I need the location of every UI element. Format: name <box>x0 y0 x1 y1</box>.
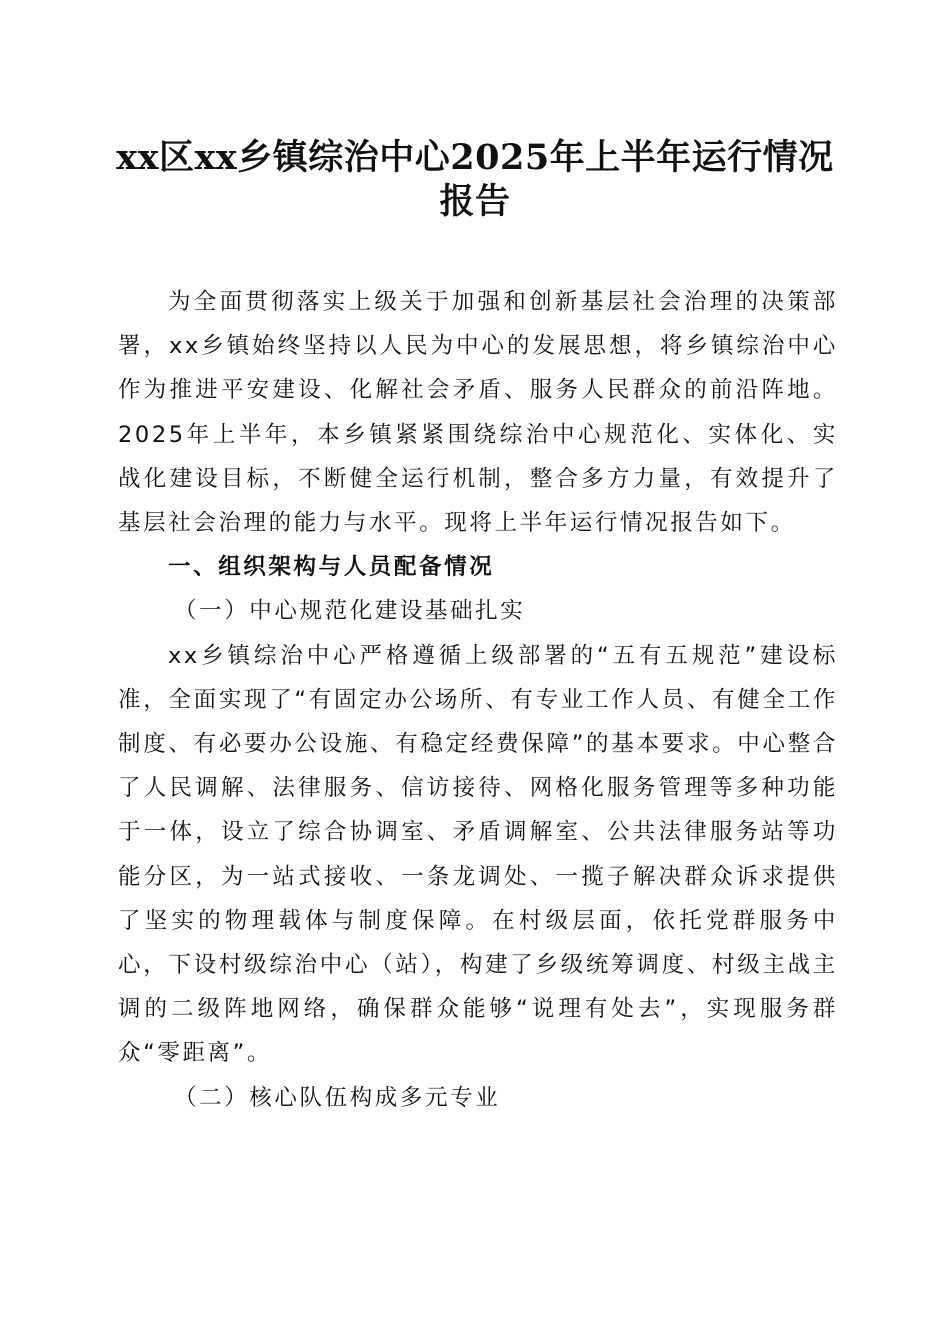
subsection-1-paragraph: xx乡镇综治中心严格遵循上级部署的“五有五规范”建设标准，全面实现了“有固定办公场所、有专业工作人员、有健全工作制度、有必要办公设施、有稳定经费保障”的基本要求。中心整合了人民调解、法律服务、信访接待、网格化服务管理等多种功能于一体，设立了综合协调室、矛盾调解室、公共法律服务站等功能分区，为一站式接收、一条龙调处、一揽子解决群众诉求提供了坚实的物理载体与制度保障。在村级层面，依托党群服务中心，下设村级综治中心（站），构建了乡级统筹调度、村级主战主调的二级阵地网络，确保群众能够“说理有处去”，实现服务群众“零距离”。 <box>118 642 838 1067</box>
title-line-2: 报告 <box>439 181 511 222</box>
subsection-2-heading: （二）核心队伍构成多元专业 <box>174 1084 501 1111</box>
intro-paragraph: 为全面贯彻落实上级关于加强和创新基层社会治理的决策部署，xx乡镇始终坚持以人民为中心的发展思想，将乡镇综治中心作为推进平安建设、化解社会矛盾、服务人民群众的前沿阵地。2025年上半年，本乡镇紧紧围绕综治中心规范化、实体化、实战化建设目标，不断健全运行机制，整合多方力量，有效提升了基层社会治理的能力与水平。现将上半年运行情况报告如下。 <box>118 289 838 537</box>
subsection-1-heading: （一）中心规范化建设基础扎实 <box>174 598 526 625</box>
document-title <box>95 136 855 224</box>
title-line-1: xx区xx乡镇综治中心2025年上半年运行情况 <box>116 137 834 178</box>
document-body <box>118 280 838 1120</box>
section-1-heading: 一、组织架构与人员配备情况 <box>168 554 495 581</box>
